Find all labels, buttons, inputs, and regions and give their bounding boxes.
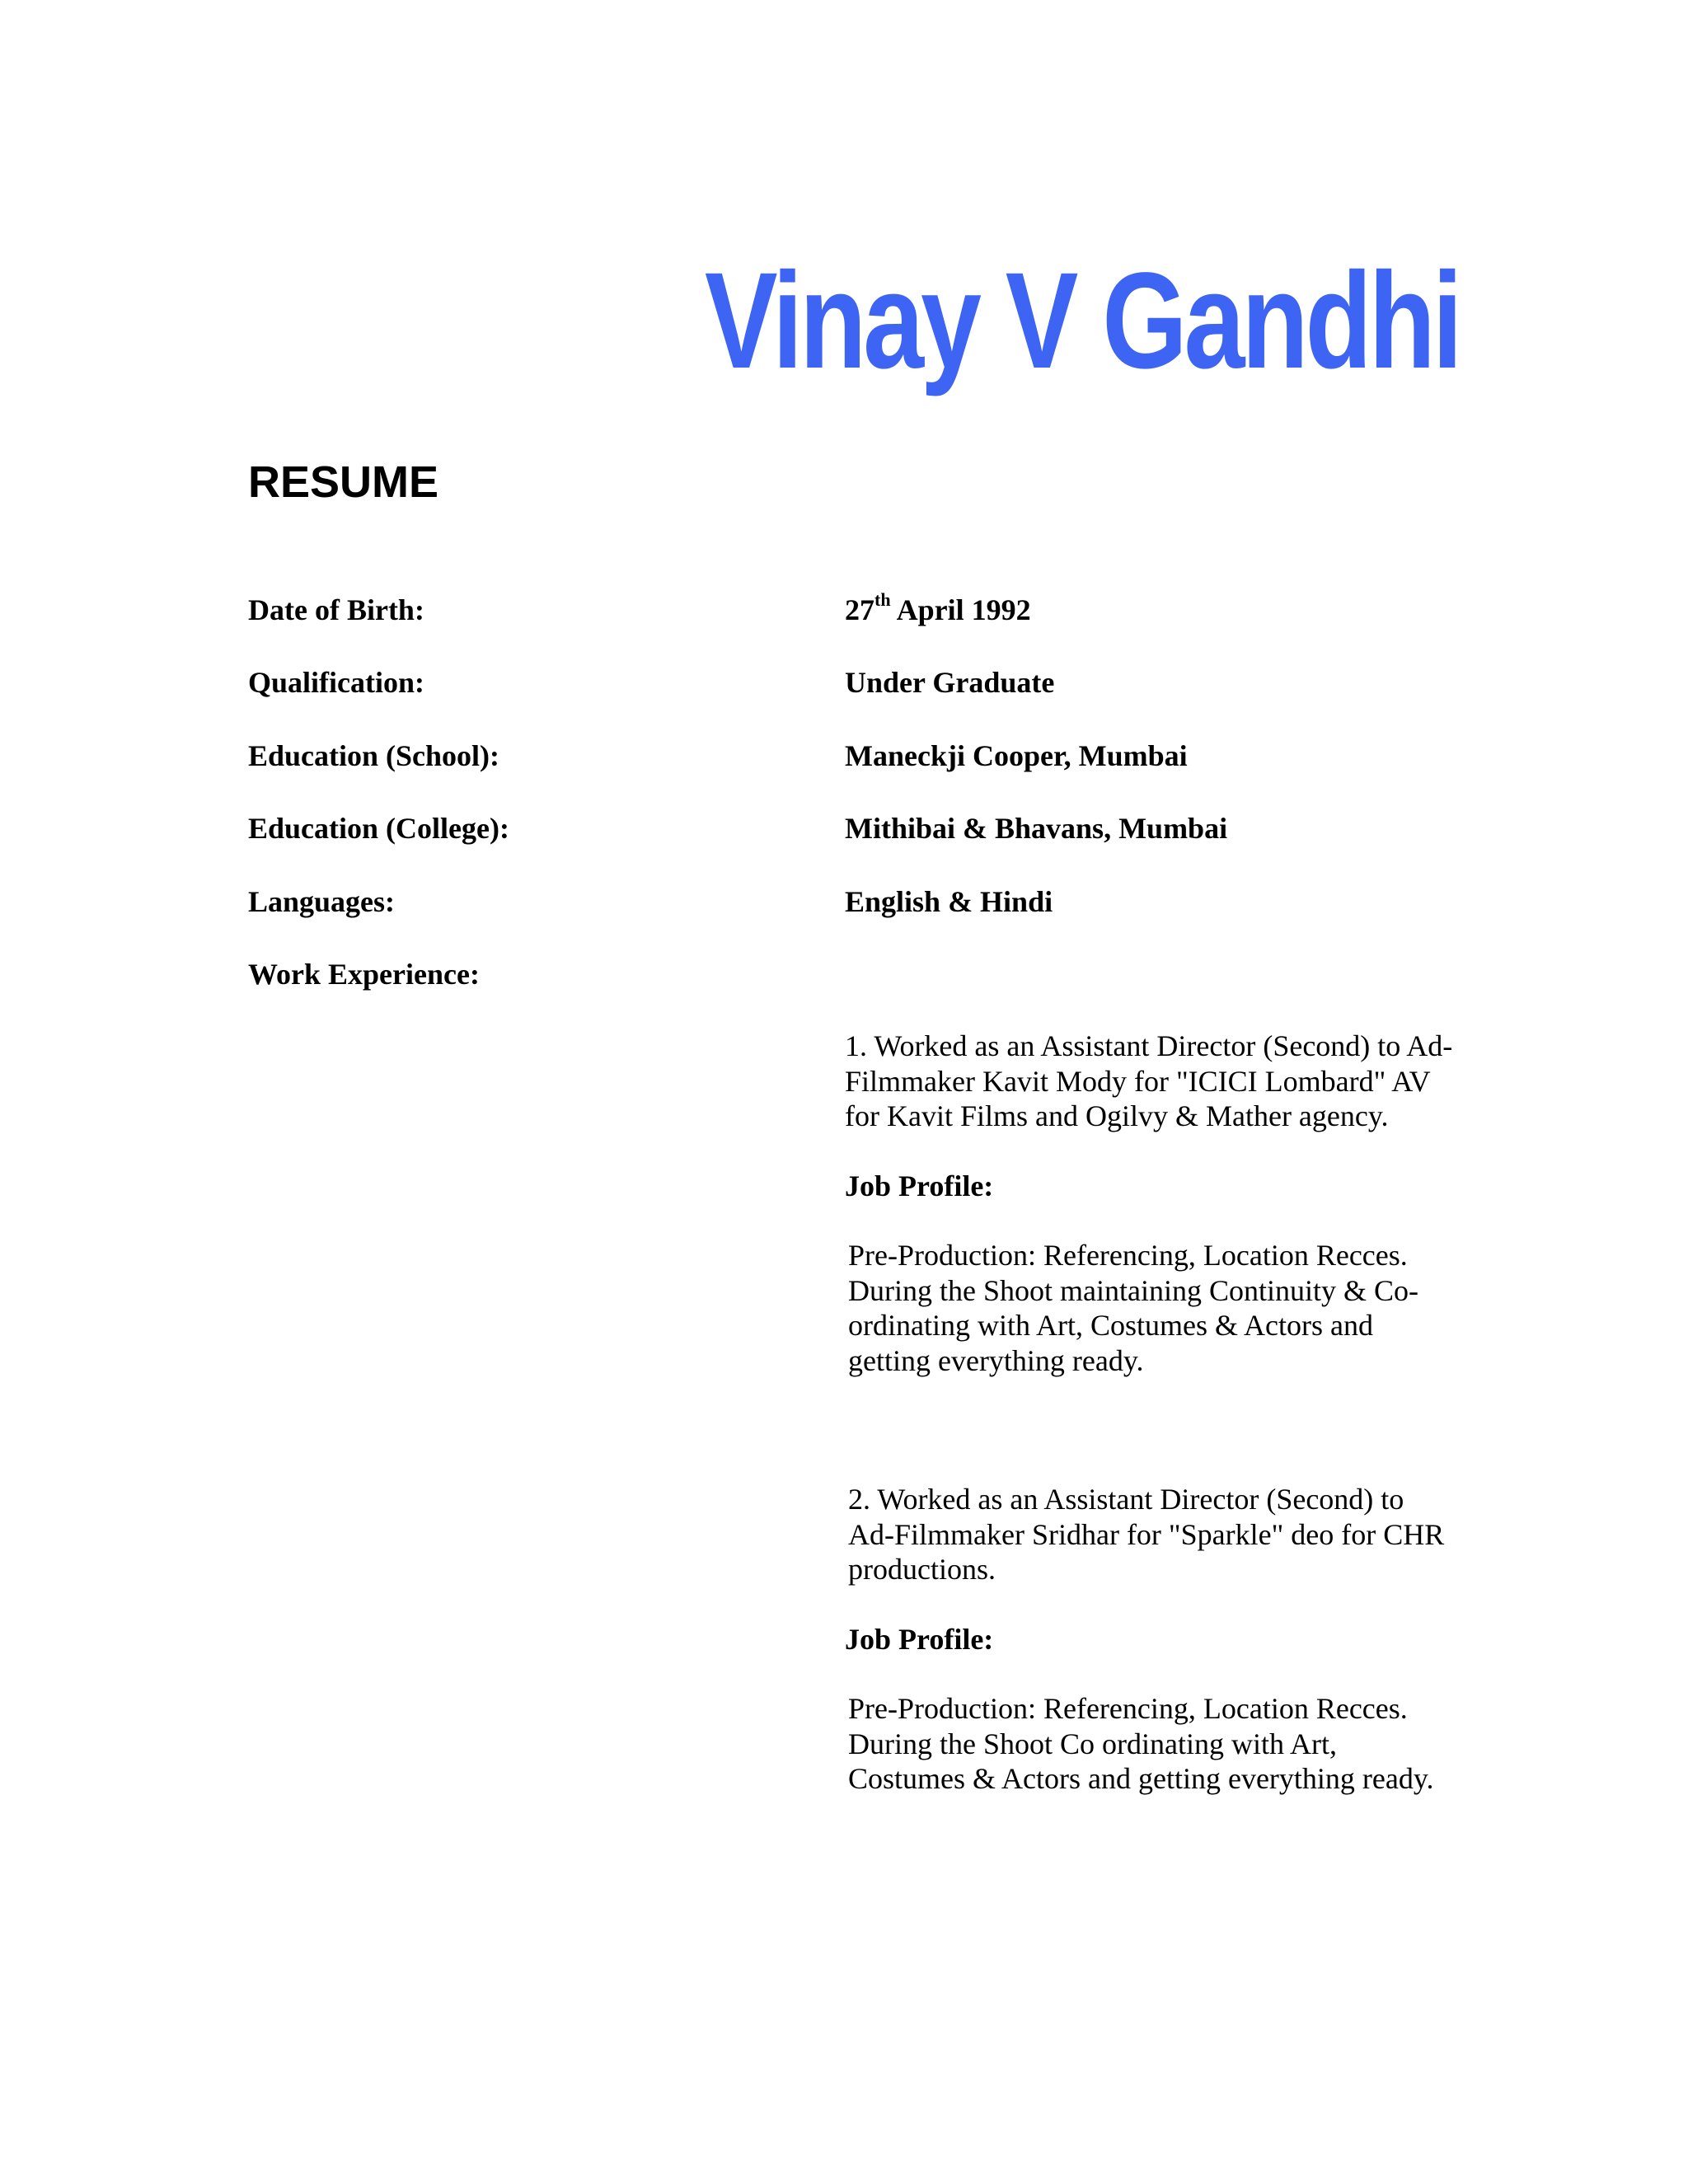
job-profile-text: Pre-Production: Referencing, Location Recces. During the Shoot Co ordinating with Art, Costumes & Actors and getting everything ready. <box>848 1692 1434 1795</box>
resume-title: RESUME <box>248 457 439 507</box>
experience-description: 2. Worked as an Assistant Director (Second) to Ad-Filmmaker Sridhar for "Sparkle" deo for CHR productions. <box>848 1483 1445 1586</box>
job-profile-text: Pre-Production: Referencing, Location Recces. During the Shoot maintaining Continuity & Co-ordinating with Art, Costumes & Actors and getting everything ready. <box>848 1239 1418 1377</box>
work-experience-label: Work Experience: <box>248 958 480 991</box>
candidate-name: Vinay V Gandhi <box>705 245 1460 397</box>
languages-value: English & Hindi <box>845 885 1053 918</box>
dob-label: Date of Birth: <box>248 593 424 626</box>
qualification-value: Under Graduate <box>845 666 1055 699</box>
dob-suffix: th <box>874 589 891 610</box>
college-label: Education (College): <box>248 812 509 845</box>
job-profile-heading: Job Profile: <box>845 1622 994 1656</box>
school-label: Education (School): <box>248 739 500 772</box>
dob-day: 27 <box>845 593 874 626</box>
dob-rest: April 1992 <box>890 593 1031 626</box>
experience-item-2 <box>845 1482 1455 1797</box>
experience-description: 1. Worked as an Assistant Director (Second) to Ad-Filmmaker Kavit Mody for "ICICI Lombard" AV for Kavit Films and Ogilvy & Mather agency. <box>845 1029 1453 1132</box>
dob-value <box>845 589 1031 628</box>
experience-item-1 <box>845 1029 1455 1378</box>
job-profile-heading: Job Profile: <box>845 1169 994 1202</box>
school-value: Maneckji Cooper, Mumbai <box>845 739 1188 772</box>
college-value: Mithibai & Bhavans, Mumbai <box>845 812 1228 845</box>
languages-label: Languages: <box>248 885 396 918</box>
qualification-label: Qualification: <box>248 666 424 699</box>
